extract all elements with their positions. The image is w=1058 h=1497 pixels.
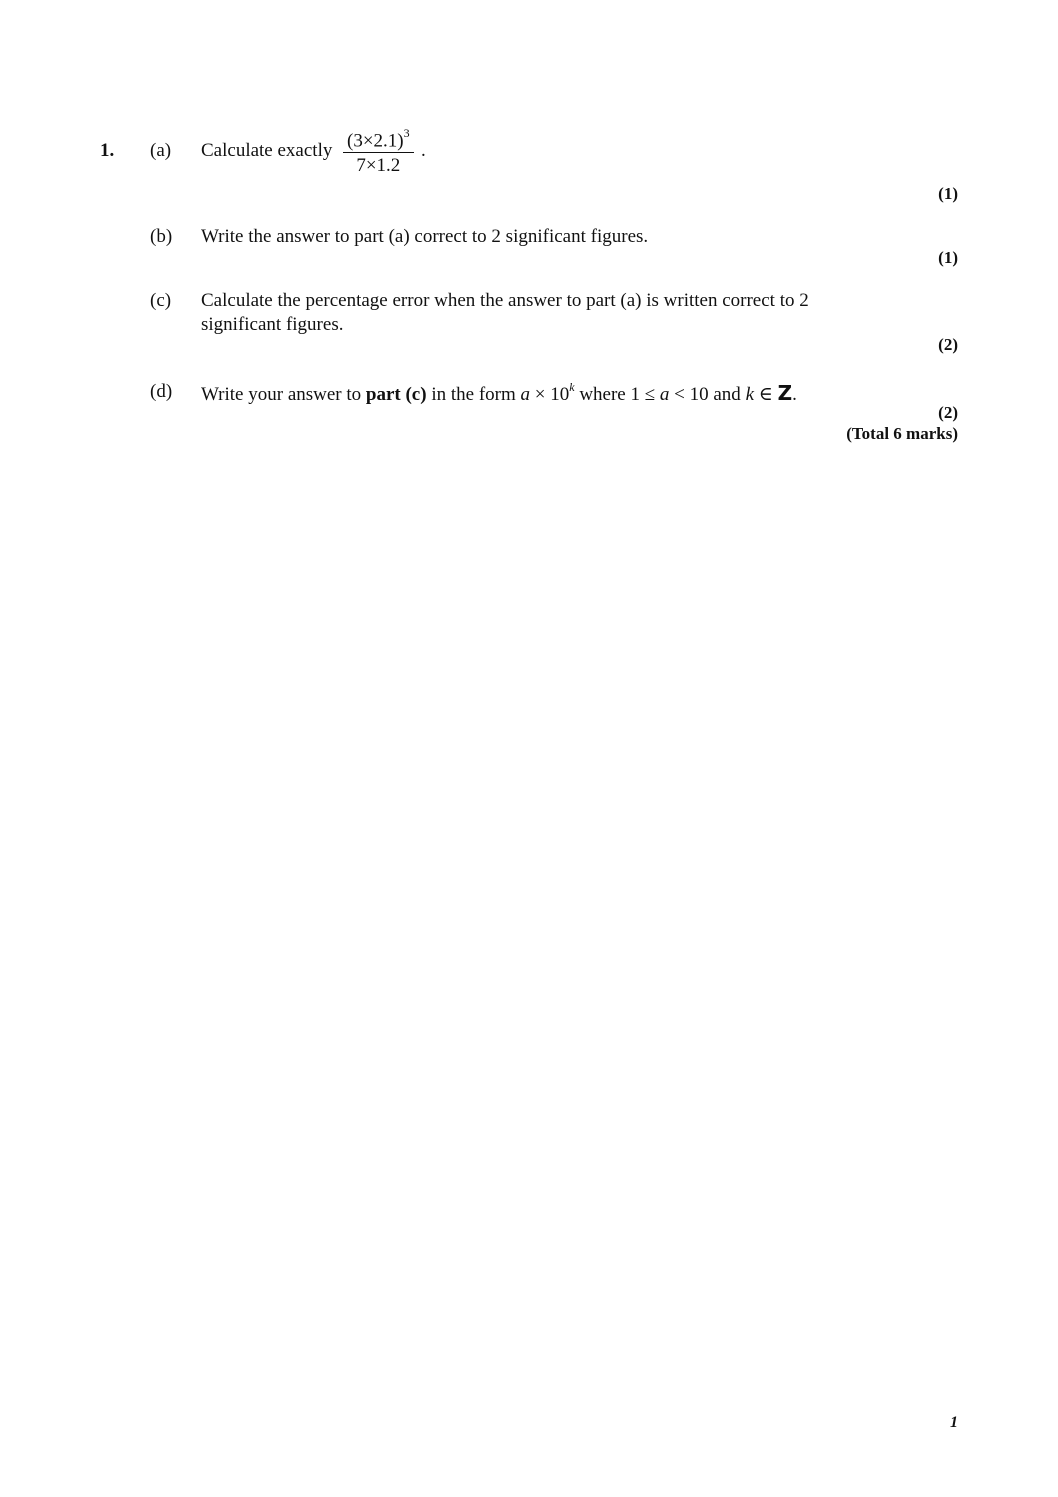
fraction-numerator: $(3\times 2.1)^3$ xyxy=(343,124,414,153)
math-k-exponent: k xyxy=(569,379,575,394)
part-d-label: (d) xyxy=(150,381,173,402)
part-b-marks: (1) xyxy=(938,248,958,267)
part-a-label: (a) xyxy=(150,140,172,161)
part-c-label: (c) xyxy=(150,290,172,311)
part-a-marks: (1) xyxy=(938,184,958,203)
math-k: k xyxy=(745,384,754,405)
element-of-symbol: ∈ xyxy=(758,384,773,405)
question-number: 1. xyxy=(100,140,115,161)
part-b-label: (b) xyxy=(150,226,173,247)
page-number: 1 xyxy=(950,1414,958,1431)
part-c-reference: part (c) xyxy=(365,384,427,405)
part-c-marks: (2) xyxy=(938,335,958,354)
part-c-text-line2: significant figures. xyxy=(201,314,344,335)
fraction-denominator: 7×1.2 xyxy=(356,155,401,177)
part-a-text: Calculate exactly xyxy=(201,140,333,161)
part-a-fraction xyxy=(343,124,414,179)
part-c-text-line1: Calculate the percentage error when the answer to part (a) is written correct to 2 xyxy=(201,290,809,311)
part-a-period: . xyxy=(421,140,426,161)
total-marks: (Total 6 marks) xyxy=(846,424,958,443)
math-a-2: a xyxy=(659,384,670,405)
integers-set-symbol: Z xyxy=(777,381,793,405)
fraction-exponent: 3 xyxy=(403,126,410,140)
part-d-text: Write your answer to part (c) in the form $a \times 10^k$ where 1 ≤ a < 10 and k ∈ Z. xyxy=(201,379,797,405)
part-d-marks: (2) xyxy=(938,403,958,422)
part-b-text: Write the answer to part (a) correct to 2 significant figures. xyxy=(201,226,649,247)
math-a: a xyxy=(520,384,531,405)
